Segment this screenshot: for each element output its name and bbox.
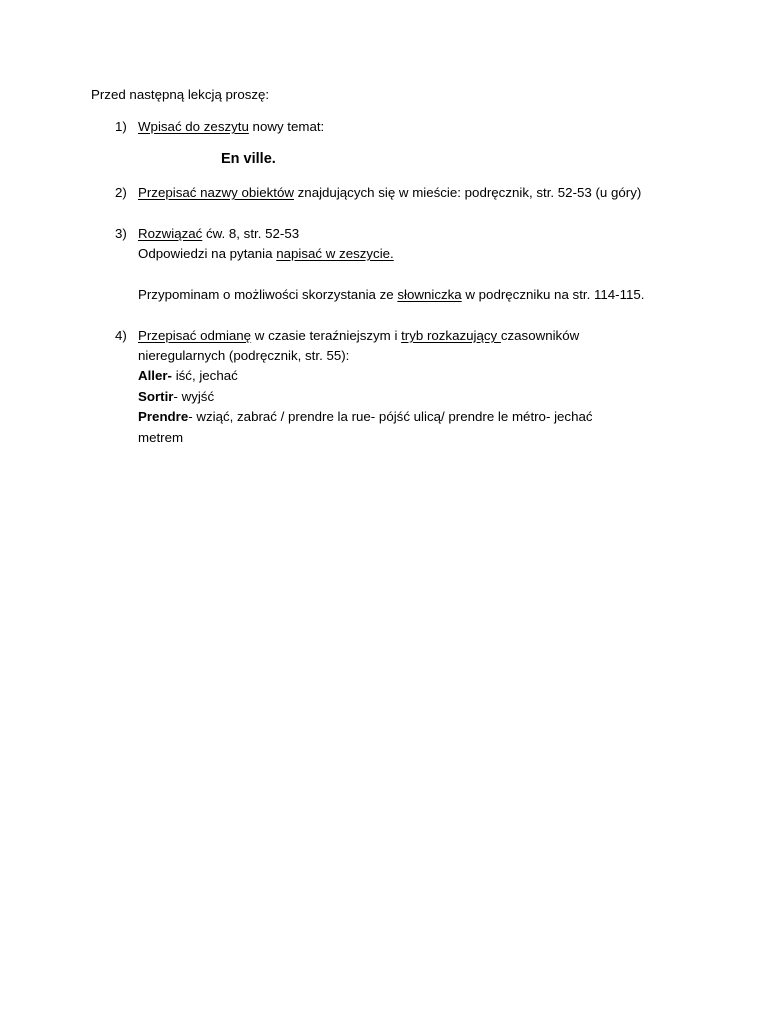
item-3-answers <box>138 246 394 262</box>
verb-prendre <box>138 409 593 425</box>
underlined-phrase: Rozwiązać <box>138 226 203 241</box>
plain-phrase: czasowników <box>500 328 580 343</box>
verb-aller <box>138 368 238 384</box>
underlined-phrase: napisać w zeszycie. <box>276 246 394 261</box>
verb-meaning: - wziąć, zabrać / prendre la rue- pójść ulicą/ prendre le métro- jechać <box>188 409 593 424</box>
item-number: 4) <box>115 328 127 343</box>
verb-meaning: - wyjść <box>173 389 215 404</box>
underlined-phrase: Przepisać odmianę <box>138 328 252 343</box>
plain-phrase: nowy temat: <box>248 119 325 134</box>
plain-phrase: ćw. 8, str. 52-53 <box>202 226 300 241</box>
verb-sortir <box>138 389 214 405</box>
plain-phrase: Przypominam o możliwości skorzystania ze <box>138 287 398 302</box>
underlined-phrase: Przepisać nazwy obiektów <box>138 185 294 200</box>
verb-term: Prendre <box>138 409 189 424</box>
plain-phrase: w podręczniku na str. 114-115. <box>461 287 645 302</box>
plain-phrase: w czasie teraźniejszym i <box>251 328 402 343</box>
verb-prendre-continuation: metrem <box>138 430 184 445</box>
item-text <box>138 226 299 242</box>
intro-text: Przed następną lekcją proszę: <box>91 87 270 102</box>
item-4-continuation: nieregularnych (podręcznik, str. 55): <box>138 348 350 363</box>
item-text <box>138 328 579 344</box>
item-number: 1) <box>115 119 127 134</box>
item-text <box>138 119 324 135</box>
plain-phrase: Odpowiedzi na pytania <box>138 246 277 261</box>
item-3-reminder <box>138 287 644 303</box>
item-number: 2) <box>115 185 127 200</box>
item-number: 3) <box>115 226 127 241</box>
underlined-phrase: słowniczka <box>397 287 462 302</box>
underlined-phrase: tryb rozkazujący <box>401 328 501 343</box>
verb-term: Aller- <box>138 368 172 383</box>
underlined-phrase: Wpisać do zeszytu <box>138 119 249 134</box>
item-text <box>138 185 641 201</box>
verb-meaning: iść, jechać <box>172 368 238 383</box>
lesson-title: En ville. <box>221 151 276 167</box>
verb-term: Sortir <box>138 389 174 404</box>
plain-phrase: znajdujących się w mieście: podręcznik, str. 52-53 (u góry) <box>293 185 642 200</box>
